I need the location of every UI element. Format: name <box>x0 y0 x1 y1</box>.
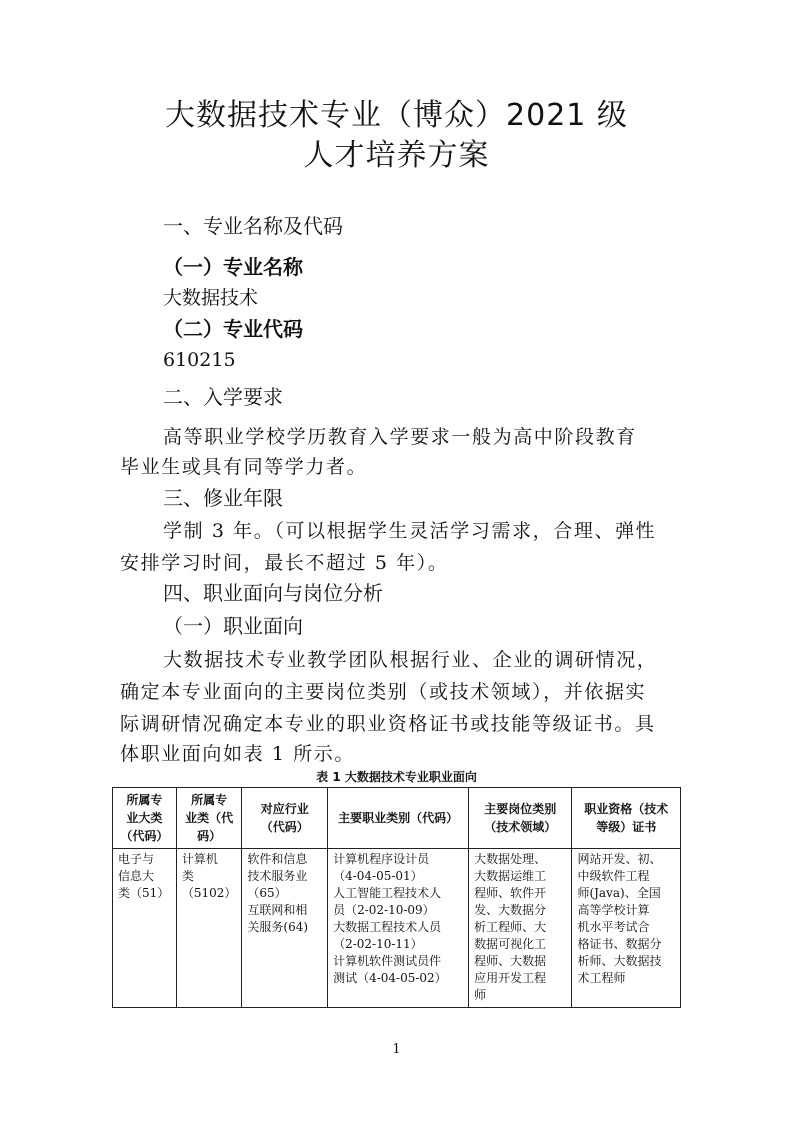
header-cell-line: 业类（代 <box>185 811 234 825</box>
cell-line: 师 <box>474 988 487 1002</box>
header-cell-line: （代码） <box>260 820 309 834</box>
table-header-cell <box>176 788 242 849</box>
cell-line: （4-04-05-01） <box>333 869 423 883</box>
header-cell-line: 主要岗位类别 <box>484 802 557 816</box>
cell-line: 师(Java)、全国 <box>577 886 661 900</box>
duration-text-line2: 安排学习时间，最长不超过 5 年）。 <box>120 552 449 574</box>
cell-line: 技术服务业 <box>247 869 308 883</box>
cell-line: （5102） <box>181 886 237 900</box>
cell-line: 电子与 <box>118 852 155 866</box>
section-2-heading: 二、入学要求 <box>163 385 283 409</box>
cell-line: 程师、软件开 <box>474 886 547 900</box>
cell-line: 关服务(64) <box>247 920 309 934</box>
cell-line: 人工智能工程技术人 <box>333 886 442 900</box>
cell-line: 计算机程序设计员 <box>333 852 430 866</box>
table-header-cell <box>328 788 469 849</box>
table-header-cell <box>242 788 328 849</box>
header-cell-line: （代码） <box>120 829 169 843</box>
cell-line: 类（51） <box>118 886 170 900</box>
header-cell-line: 等级）证书 <box>596 820 657 834</box>
cell-line: （2-02-10-11） <box>333 937 423 951</box>
section-3-heading: 三、修业年限 <box>163 486 283 510</box>
admission-text-line1: 高等职业学校学历教育入学要求一般为高中阶段教育 <box>163 426 637 448</box>
cell-line: 员（2-02-10-09） <box>333 903 435 917</box>
career-text-line2: 确定本专业面向的主要岗位类别（或技术领域），并依据实 <box>120 681 647 703</box>
header-cell-line: 业大类 <box>126 811 163 825</box>
cell-line: 大数据运维工 <box>474 869 547 883</box>
cell-line: 析师、大数据技 <box>577 954 662 968</box>
header-cell-line: 所属专 <box>126 793 163 807</box>
header-cell-line: （技术领域） <box>484 820 557 834</box>
section-4-1-heading: （一）职业面向 <box>163 614 303 638</box>
table-cell <box>469 849 572 1008</box>
section-1-2-heading: （二）专业代码 <box>163 317 303 341</box>
cell-line: 信息大 <box>118 869 155 883</box>
table-header-row <box>113 788 681 849</box>
header-cell-line: 对应行业 <box>260 802 309 816</box>
cell-line: 术工程师 <box>577 971 626 985</box>
career-text-line3: 际调研情况确定本专业的职业资格证书或技能等级证书。具 <box>120 713 656 735</box>
section-1-1-heading: （一）专业名称 <box>163 255 303 279</box>
cell-line: 大数据处理、 <box>474 852 547 866</box>
table-header-cell <box>113 788 177 849</box>
table-row <box>113 849 681 1008</box>
major-name-text: 大数据技术 <box>163 287 259 309</box>
cell-line: 测试（4-04-05-02） <box>333 971 447 985</box>
table-cell <box>328 849 469 1008</box>
table-cell <box>572 849 681 1008</box>
admission-text-line2: 毕业生或具有同等学力者。 <box>120 456 368 478</box>
cell-line: 计算机软件测试员件 <box>333 954 442 968</box>
cell-line: （65） <box>247 886 287 900</box>
cell-line: 网站开发、初、 <box>577 852 662 866</box>
page-number: 1 <box>392 1042 401 1057</box>
cell-line: 发、大数据分 <box>474 903 547 917</box>
duration-text-line1: 学制 3 年。（可以根据学生灵活学习需求，合理、弹性 <box>163 520 657 542</box>
section-4-heading: 四、职业面向与岗位分析 <box>163 581 383 605</box>
career-text-line1: 大数据技术专业教学团队根据行业、企业的调研情况， <box>163 649 658 671</box>
section-1-heading: 一、专业名称及代码 <box>163 214 343 238</box>
cell-line: 类 <box>181 869 194 883</box>
cell-line: 中级软件工程 <box>577 869 650 883</box>
table-header-cell <box>469 788 572 849</box>
cell-line: 程师、大数据 <box>474 954 547 968</box>
career-orientation-table <box>112 787 681 1008</box>
table-cell <box>242 849 328 1008</box>
major-code-text: 610215 <box>163 349 236 371</box>
cell-line: 数据可视化工 <box>474 937 547 951</box>
header-cell-line: 所属专 <box>191 793 228 807</box>
table-header-cell <box>572 788 681 849</box>
header-cell-line: 职业资格（技术 <box>584 802 669 816</box>
cell-line: 大数据工程技术人员 <box>333 920 442 934</box>
cell-line: 高等学校计算 <box>577 903 650 917</box>
table-cell <box>176 849 242 1008</box>
header-cell-line: 码） <box>197 829 222 843</box>
cell-line: 格证书、数据分 <box>577 937 662 951</box>
table-cell <box>113 849 177 1008</box>
cell-line: 计算机 <box>181 852 218 866</box>
table-caption: 表 1 大数据技术专业职业面向 <box>316 770 477 784</box>
cell-line: 机水平考试合 <box>577 920 650 934</box>
career-text-line4: 体职业面向如表 1 所示。 <box>120 743 355 765</box>
cell-line: 软件和信息 <box>247 852 308 866</box>
cell-line: 应用开发工程 <box>474 971 547 985</box>
header-cell-line: 主要职业类别（代码） <box>338 811 459 825</box>
cell-line: 互联网和相 <box>247 903 308 917</box>
cell-line: 析工程师、大 <box>474 920 547 934</box>
document-title-line1: 大数据技术专业（博众）2021 级 <box>165 98 628 133</box>
document-title-line2: 人才培养方案 <box>303 138 490 173</box>
